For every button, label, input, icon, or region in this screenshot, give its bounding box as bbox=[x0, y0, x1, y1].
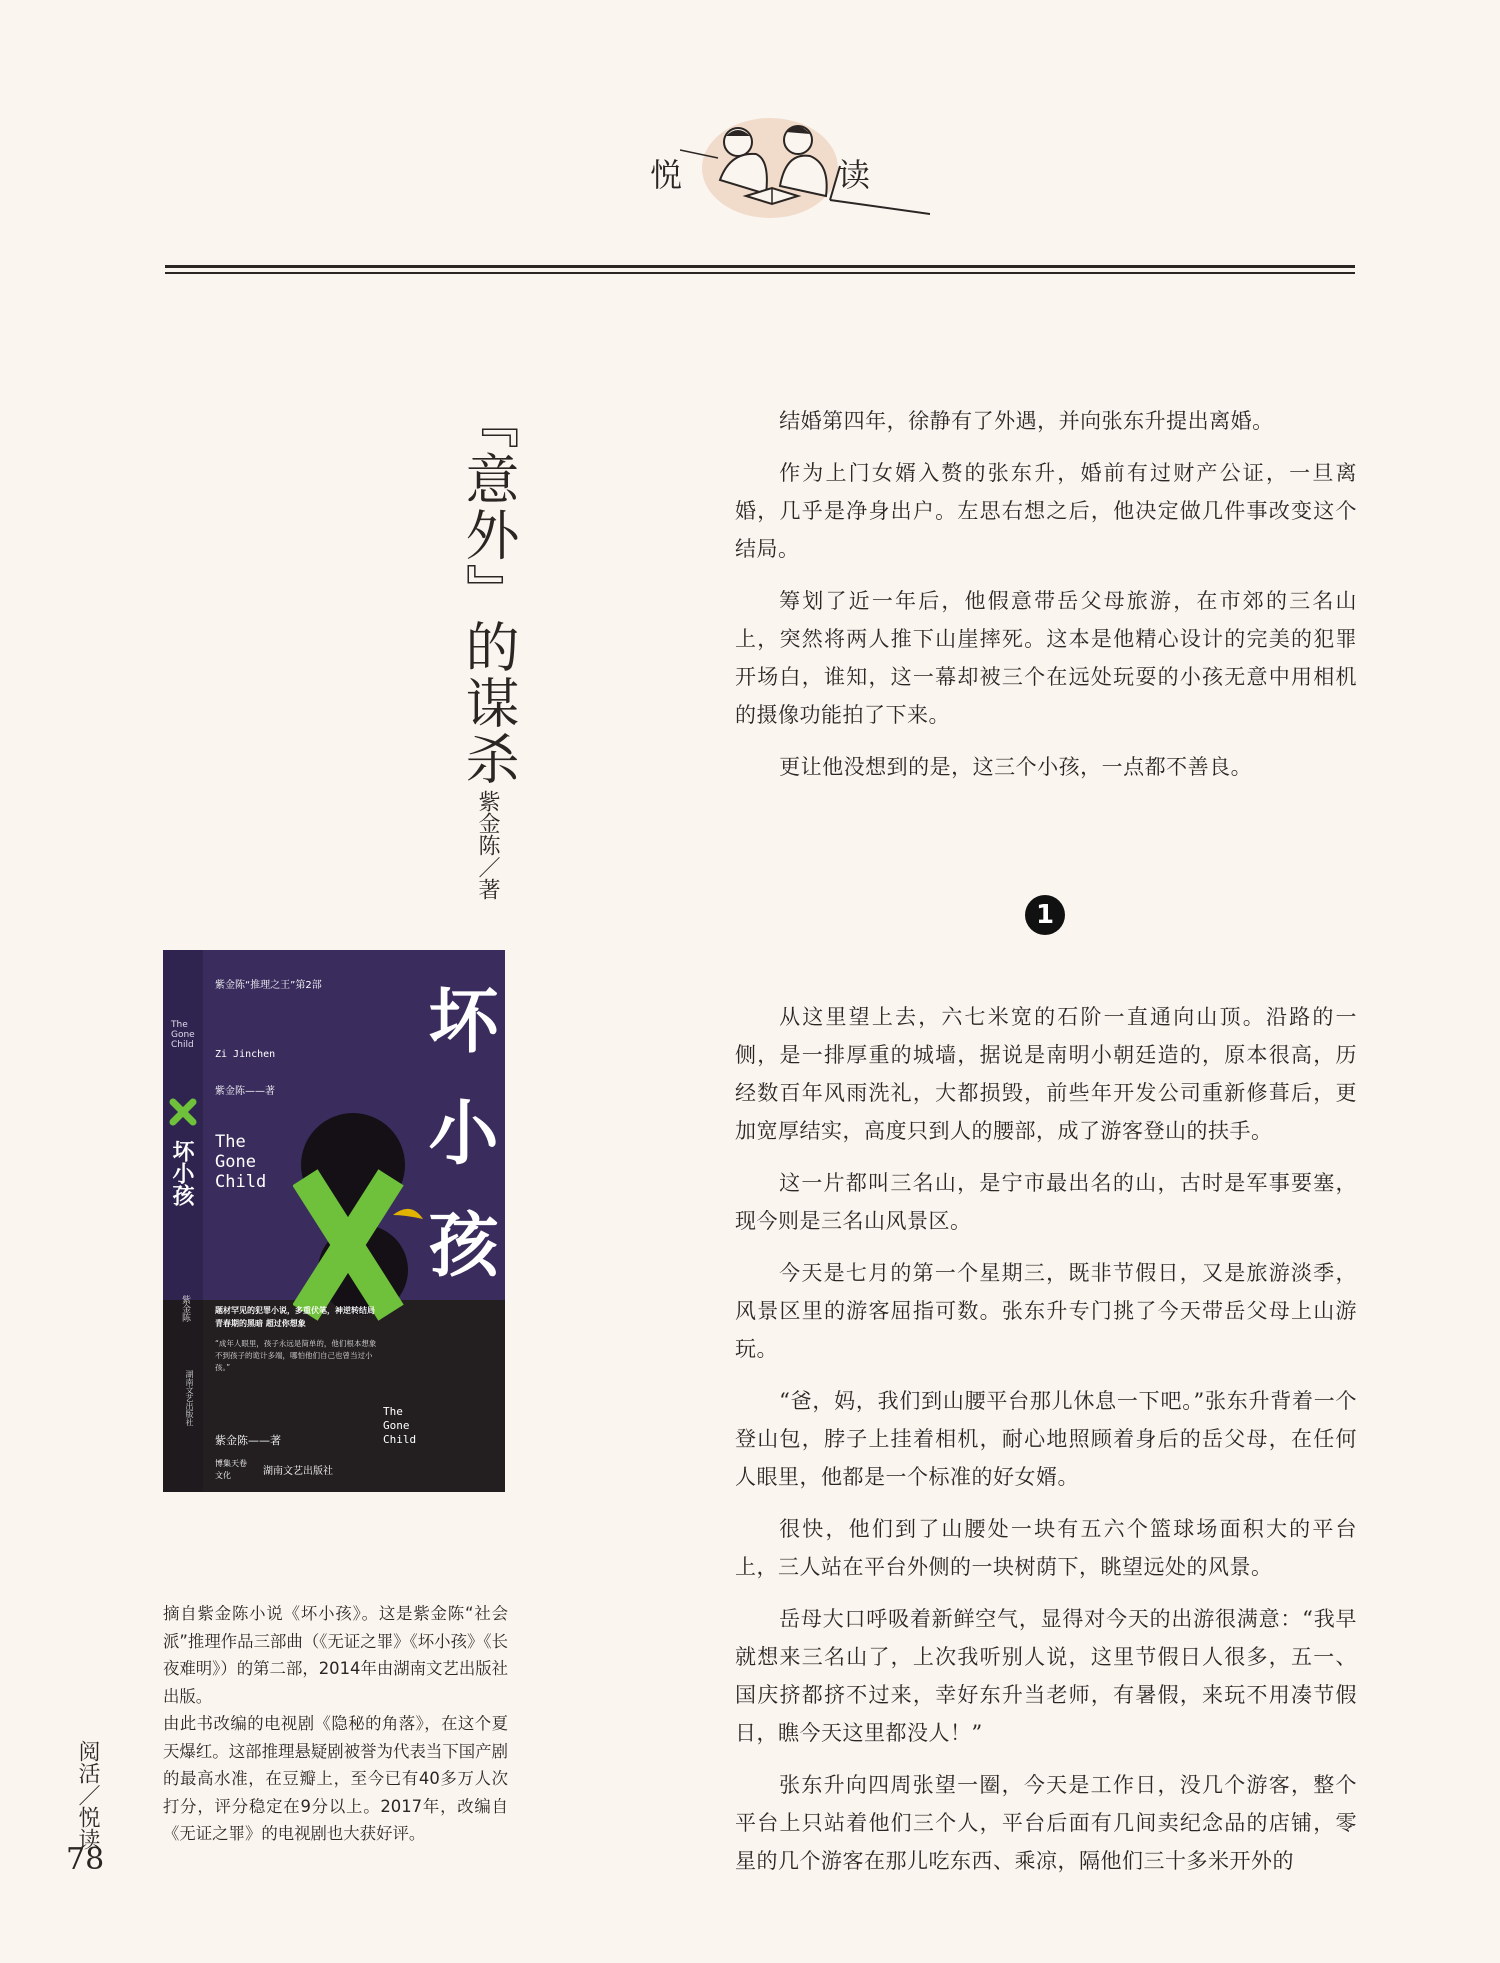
book-spine bbox=[163, 950, 203, 1492]
cover-publisher: 湖南文艺出版社 bbox=[263, 1466, 333, 1477]
cover-pinyin: Zi Jinchen bbox=[215, 1049, 276, 1060]
intro-paragraph: 结婚第四年，徐静有了外遇，并向张东升提出离婚。 bbox=[779, 409, 1274, 433]
cover-author-suffix: 著 bbox=[265, 1086, 275, 1097]
intro-paragraph: 作为上门女婿入赘的张东升，婚前有过财产公证，一旦离婚，几乎是净身出户。左思右想之后，他决定做几件事改变这个结局。 bbox=[735, 461, 1357, 561]
spine-publisher: 湖南文艺出版社 bbox=[185, 1370, 194, 1426]
cover-author-bottom: 紫金陈——著 bbox=[215, 1434, 281, 1447]
spine-en-title: The Gone Child bbox=[171, 1020, 195, 1050]
body-paragraph: 张东升向四周张望一圈，今天是工作日，没几个游客，整个平台上只站着他们三个人，平台后面有几间卖纪念品的店铺，零星的几个游客在那儿吃东西、乘凉，隔他们三十多米开外的 bbox=[735, 1773, 1357, 1873]
reading-children-illustration bbox=[680, 110, 930, 235]
body-paragraph: 今天是七月的第一个星期三，既非节假日，又是旅游淡季，风景区里的游客屈指可数。张东升专门挑了今天带岳父母上山游玩。 bbox=[735, 1261, 1357, 1361]
cover-author-bottom-cn: 紫金陈 bbox=[215, 1434, 248, 1447]
header-rule-bottom bbox=[165, 272, 1355, 274]
header-right-char: 读 bbox=[838, 156, 871, 194]
cover-big-title: 坏小孩 bbox=[417, 984, 499, 1320]
book-front bbox=[203, 950, 505, 1492]
magazine-section-label: 阅活／悦读 bbox=[75, 1740, 100, 1850]
page-number: 78 bbox=[66, 1842, 105, 1877]
intro-text bbox=[735, 402, 1357, 800]
cover-author: 紫金陈——著 bbox=[215, 1086, 275, 1097]
spine-title: 坏小孩 bbox=[169, 1140, 194, 1206]
cover-series-line: 紫金陈“推理之王”第2部 bbox=[215, 980, 322, 991]
cover-author-bottom-suffix: 著 bbox=[270, 1434, 281, 1447]
intro-paragraph: 筹划了近一年后，他假意带岳父母旅游，在市郊的三名山上，突然将两人推下山崖摔死。这本是他精心设计的完美的犯罪开场白，谁知，这一幕却被三个在远处玩耍的小孩无意中用相机的摄像功能拍了下来。 bbox=[735, 589, 1357, 727]
chapter-text bbox=[735, 998, 1357, 1894]
cover-imprint-2: 文化 bbox=[215, 1471, 231, 1480]
cover-en-title-bottom: The Gone Child bbox=[383, 1405, 417, 1446]
book-caption bbox=[163, 1600, 508, 1848]
caption-paragraph: 摘自紫金陈小说《坏小孩》。这是紫金陈“社会派”推理作品三部曲（《无证之罪》《坏小孩》《长夜难明》）的第二部，2014年由湖南文艺出版社出版。 bbox=[163, 1604, 508, 1706]
body-paragraph: 这一片都叫三名山，是宁市最出名的山，古时是军事要塞，现今则是三名山风景区。 bbox=[735, 1171, 1357, 1233]
spine-author: 紫金陈 bbox=[180, 1295, 190, 1322]
intro-paragraph: 更让他没想到的是，这三个小孩，一点都不善良。 bbox=[779, 755, 1253, 779]
body-paragraph: 从这里望上去，六七米宽的石阶一直通向山顶。沿路的一侧，是一排厚重的城墙，据说是南明小朝廷造的，原本很高，历经数百年风雨洗礼，大都损毁，前些年开发公司重新修葺后，更加宽厚结实，高度只到人的腰部，成了游客登山的扶手。 bbox=[735, 1005, 1357, 1143]
body-paragraph: “爸，妈，我们到山腰平台那儿休息一下吧。”张东升背着一个登山包，脖子上挂着相机，耐心地照顾着身后的岳父母，在任何人眼里，他都是一个标准的好女婿。 bbox=[735, 1389, 1357, 1489]
cover-imprint: 博集天卷 bbox=[215, 1459, 247, 1468]
article-title: 『意外』的谋杀 bbox=[457, 395, 520, 787]
article-author: 紫金陈／著 bbox=[475, 790, 500, 900]
cover-tagline-2: 青春期的黑暗 超过你想象 bbox=[215, 1319, 306, 1328]
body-paragraph: 岳母大口呼吸着新鲜空气，显得对今天的出游很满意：“我早就想来三名山了，上次我听别人说，这里节假日人很多，五一、国庆挤都挤不过来，幸好东升当老师，有暑假，来玩不用凑节假日，瞧今天这里都没人！” bbox=[735, 1607, 1357, 1745]
book-cover bbox=[163, 950, 505, 1492]
header-rule-top bbox=[165, 265, 1355, 268]
section-number-badge: 1 bbox=[1025, 895, 1065, 935]
caption-paragraph: 由此书改编的电视剧《隐秘的角落》，在这个夏天爆红。这部推理悬疑剧被誉为代表当下国产剧的最高水准，在豆瓣上，至今已有40多万人次打分，评分稳定在9分以上。2017年，改编自《无证之罪》的电视剧也大获好评。 bbox=[163, 1714, 508, 1843]
spine-x-icon bbox=[169, 1098, 197, 1126]
cover-en-title: The Gone Child bbox=[215, 1132, 267, 1192]
body-paragraph: 很快，他们到了山腰处一块有五六个篮球场面积大的平台上，三人站在平台外侧的一块树荫下，眺望远处的风景。 bbox=[735, 1517, 1357, 1579]
cover-author-cn: 紫金陈 bbox=[215, 1086, 245, 1097]
cover-quote: “成年人眼里，孩子永远是简单的，他们根本想象不到孩子的诡计多端，哪怕他们自己也曾当过小孩。” bbox=[215, 1339, 377, 1372]
header-left-char: 悦 bbox=[650, 156, 683, 194]
cover-tagline-1: 题材罕见的犯罪小说，多重伏笔，神逆转结局 bbox=[215, 1306, 375, 1315]
